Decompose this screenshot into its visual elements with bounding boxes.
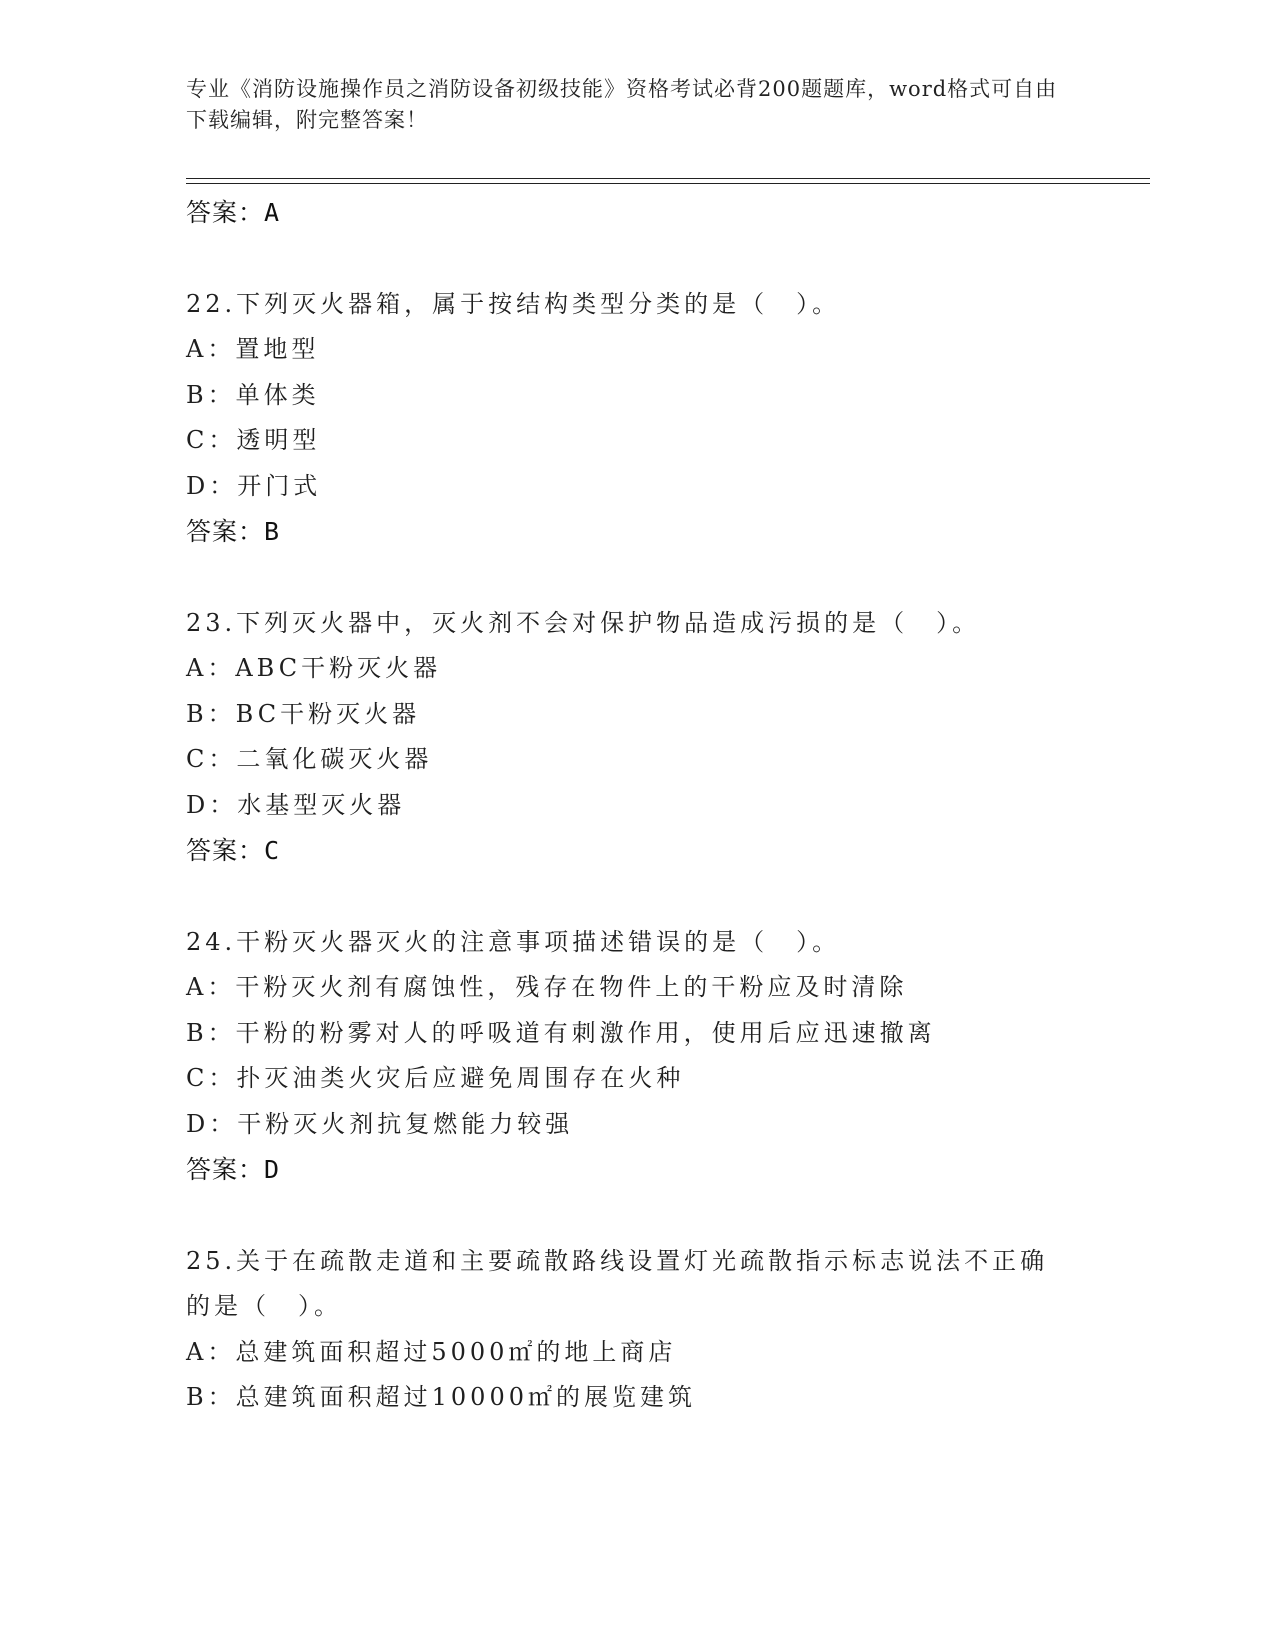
spacer <box>186 1193 1086 1239</box>
option-d: D：水基型灭火器 <box>186 790 406 819</box>
question-block <box>186 920 1086 1193</box>
question-block <box>186 1239 1086 1421</box>
option-b: B：BC干粉灭火器 <box>186 699 421 728</box>
option-c: C：二氧化碳灭火器 <box>186 745 433 773</box>
answer-line: 答案：A <box>186 198 281 227</box>
header-rule-bottom <box>186 183 1150 184</box>
question-stem: 23.下列灭火器中，灭火剂不会对保护物品造成污损的是（ ）。 <box>186 608 981 637</box>
document-header: 专业《消防设施操作员之消防设备初级技能》资格考试必背200题题库，word格式可自由下载编辑，附完整答案！ <box>186 77 1058 132</box>
option-a: A：干粉灭火剂有腐蚀性，残存在物件上的干粉应及时清除 <box>186 973 908 1001</box>
spacer <box>186 874 1086 920</box>
question-stem: 25.关于在疏散走道和主要疏散路线设置灯光疏散指示标志说法不正确的是（ ）。 <box>186 1246 1049 1320</box>
option-d: D：干粉灭火剂抗复燃能力较强 <box>186 1109 574 1138</box>
option-a: A：ABC干粉灭火器 <box>186 654 442 682</box>
option-b: B：干粉的粉雾对人的呼吸道有刺激作用，使用后应迅速撤离 <box>186 1018 936 1047</box>
question-list <box>186 190 1086 1421</box>
question-block <box>186 601 1086 874</box>
option-a: A：置地型 <box>186 335 320 363</box>
option-a: A：总建筑面积超过5000㎡的地上商店 <box>186 1337 677 1366</box>
spacer <box>186 555 1086 601</box>
option-b: B：单体类 <box>186 380 320 409</box>
answer-line: 答案：C <box>186 836 281 865</box>
option-c: C：透明型 <box>186 426 321 454</box>
header-rule-top <box>186 178 1150 179</box>
option-c: C：扑灭油类火灾后应避免周围存在火种 <box>186 1064 685 1092</box>
option-d: D：开门式 <box>186 471 322 500</box>
question-block <box>186 282 1086 555</box>
answer-line: 答案：B <box>186 517 281 546</box>
question-stem: 24.干粉灭火器灭火的注意事项描述错误的是（ ）。 <box>186 927 841 956</box>
option-b: B：总建筑面积超过10000㎡的展览建筑 <box>186 1383 696 1411</box>
spacer <box>186 236 1086 282</box>
answer-line: 答案：D <box>186 1155 281 1184</box>
question-stem: 22.下列灭火器箱，属于按结构类型分类的是（ ）。 <box>186 289 841 318</box>
